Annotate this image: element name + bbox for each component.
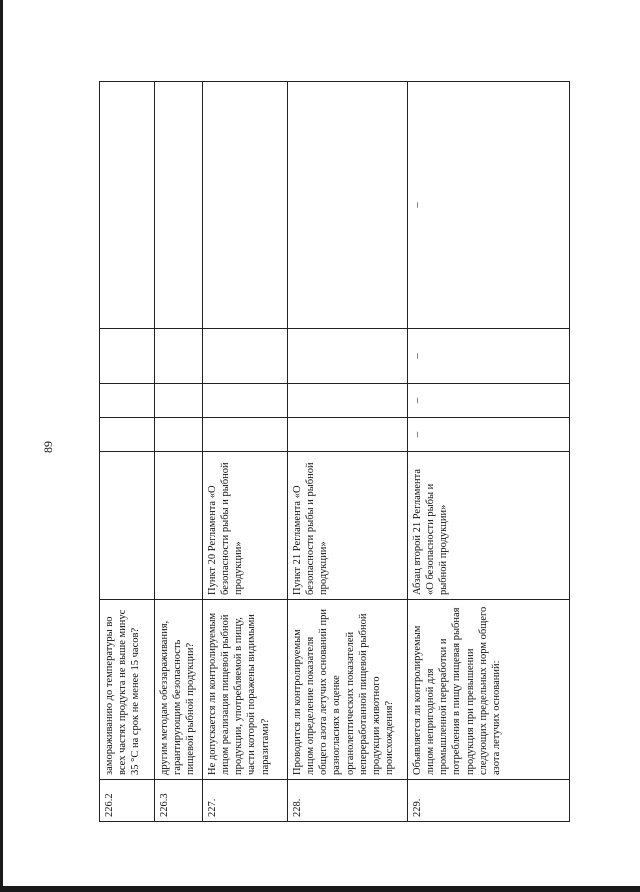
requirements-table <box>99 81 570 822</box>
question-cell: Объявляется ли контролируемым лицом непригодной для промышленной переработки и потребления в пищу пищевая рыбная продукция при превышении следующих предельных норм общего азота летучих оснований: <box>408 600 570 780</box>
answer-cell <box>100 384 155 418</box>
table-row <box>100 82 155 822</box>
answer-cell <box>203 418 288 452</box>
reference-cell <box>100 452 155 600</box>
rotated-table-container <box>99 82 569 822</box>
table-row <box>203 82 288 822</box>
reference-cell: Абзац второй 21 Регламента «О безопасности рыбы и рыбной продукции» <box>408 452 570 600</box>
question-cell: Проводится ли контролируемым лицом определение показателя общего азота летучих оснований при разногласиях в оценке органолептических показателей непереработанной пищевой рыбной продукции животного происхождения? <box>288 600 408 780</box>
item-number: 226.3 <box>155 780 203 822</box>
notes-cell <box>155 82 203 329</box>
notes-cell <box>203 82 288 329</box>
question-cell: другим методам обеззараживания, гарантирующим безопасность пищевой рыбной продукции? <box>155 600 203 780</box>
item-number: 228. <box>288 780 408 822</box>
answer-cell: – <box>408 329 570 384</box>
item-number: 229. <box>408 780 570 822</box>
answer-cell <box>155 384 203 418</box>
question-cell: замораживанию до температуры во всех частях продукта не выше минус 35 °С на срок не менее 15 часов? <box>100 600 155 780</box>
reference-cell <box>155 452 203 600</box>
item-number: 227. <box>203 780 288 822</box>
answer-cell <box>203 384 288 418</box>
answer-cell <box>155 329 203 384</box>
table-row <box>408 82 570 822</box>
scan-edge-bottom <box>0 886 640 892</box>
table-row <box>288 82 408 822</box>
notes-cell <box>288 82 408 329</box>
notes-cell: – <box>408 82 570 329</box>
notes-cell <box>100 82 155 329</box>
reference-cell: Пункт 21 Регламента «О безопасности рыбы и рыбной продукции» <box>288 452 408 600</box>
answer-cell <box>288 384 408 418</box>
reference-cell: Пункт 20 Регламента «О безопасности рыбы и рыбной продукции» <box>203 452 288 600</box>
question-cell: Не допускается ли контролируемым лицом реализация пищевой рыбной продукции, употребляемой в пищу, части которой поражены видимыми паразитами? <box>203 600 288 780</box>
answer-cell: – <box>408 384 570 418</box>
item-number: 226.2 <box>100 780 155 822</box>
answer-cell <box>288 329 408 384</box>
answer-cell <box>100 418 155 452</box>
answer-cell <box>288 418 408 452</box>
scan-edge-left <box>0 0 3 892</box>
answer-cell: – <box>408 418 570 452</box>
page-number: 89 <box>41 441 55 453</box>
answer-cell <box>100 329 155 384</box>
answer-cell <box>203 329 288 384</box>
table-row <box>155 82 203 822</box>
answer-cell <box>155 418 203 452</box>
